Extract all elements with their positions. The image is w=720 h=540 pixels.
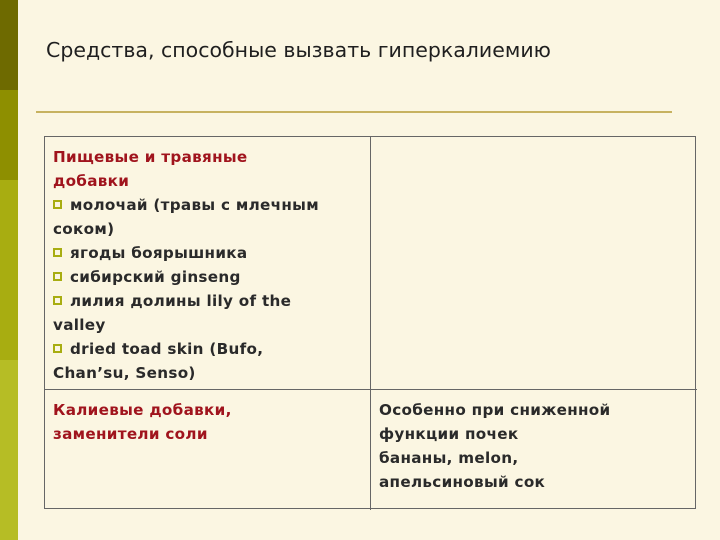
note-line: функции почек: [379, 425, 519, 443]
list-item: ягоды боярышника: [53, 241, 362, 265]
cell-heading: Пищевые и травяные: [53, 148, 248, 166]
side-bar-segment: [0, 90, 18, 180]
square-bullet-icon: [53, 344, 62, 353]
cell-herbal-supplements: [45, 137, 371, 390]
note-line: бананы, melon,: [379, 449, 519, 467]
side-bar-segment: [0, 0, 18, 90]
cell-empty: [371, 137, 697, 390]
list-item-continuation: Chan’su, Senso): [53, 364, 196, 382]
note-line: апельсиновый сок: [379, 473, 546, 491]
list-item: лилия долины lily of the: [53, 289, 362, 313]
cell-heading: добавки: [53, 172, 130, 190]
list-item-continuation: соком): [53, 220, 115, 238]
title-underline: [36, 111, 672, 113]
list-item-continuation: valley: [53, 316, 106, 334]
drug-table: [44, 136, 696, 509]
cell-heading: заменители соли: [53, 425, 208, 443]
square-bullet-icon: [53, 296, 62, 305]
cell-heading: Калиевые добавки,: [53, 401, 232, 419]
slide-title: Средства, способные вызвать гиперкалиемию: [46, 38, 551, 62]
cell-potassium-supplements: [45, 390, 371, 510]
cell-renal-note: [371, 390, 697, 510]
side-bar-segment: [0, 180, 18, 360]
list-item: молочай (травы с млечным: [53, 193, 362, 217]
note-line: Особенно при сниженной: [379, 401, 611, 419]
list-item: сибирский ginseng: [53, 265, 362, 289]
list-item: dried toad skin (Bufo,: [53, 337, 362, 361]
side-accent-bar: [0, 0, 18, 540]
square-bullet-icon: [53, 272, 62, 281]
square-bullet-icon: [53, 200, 62, 209]
side-bar-segment: [0, 360, 18, 540]
square-bullet-icon: [53, 248, 62, 257]
